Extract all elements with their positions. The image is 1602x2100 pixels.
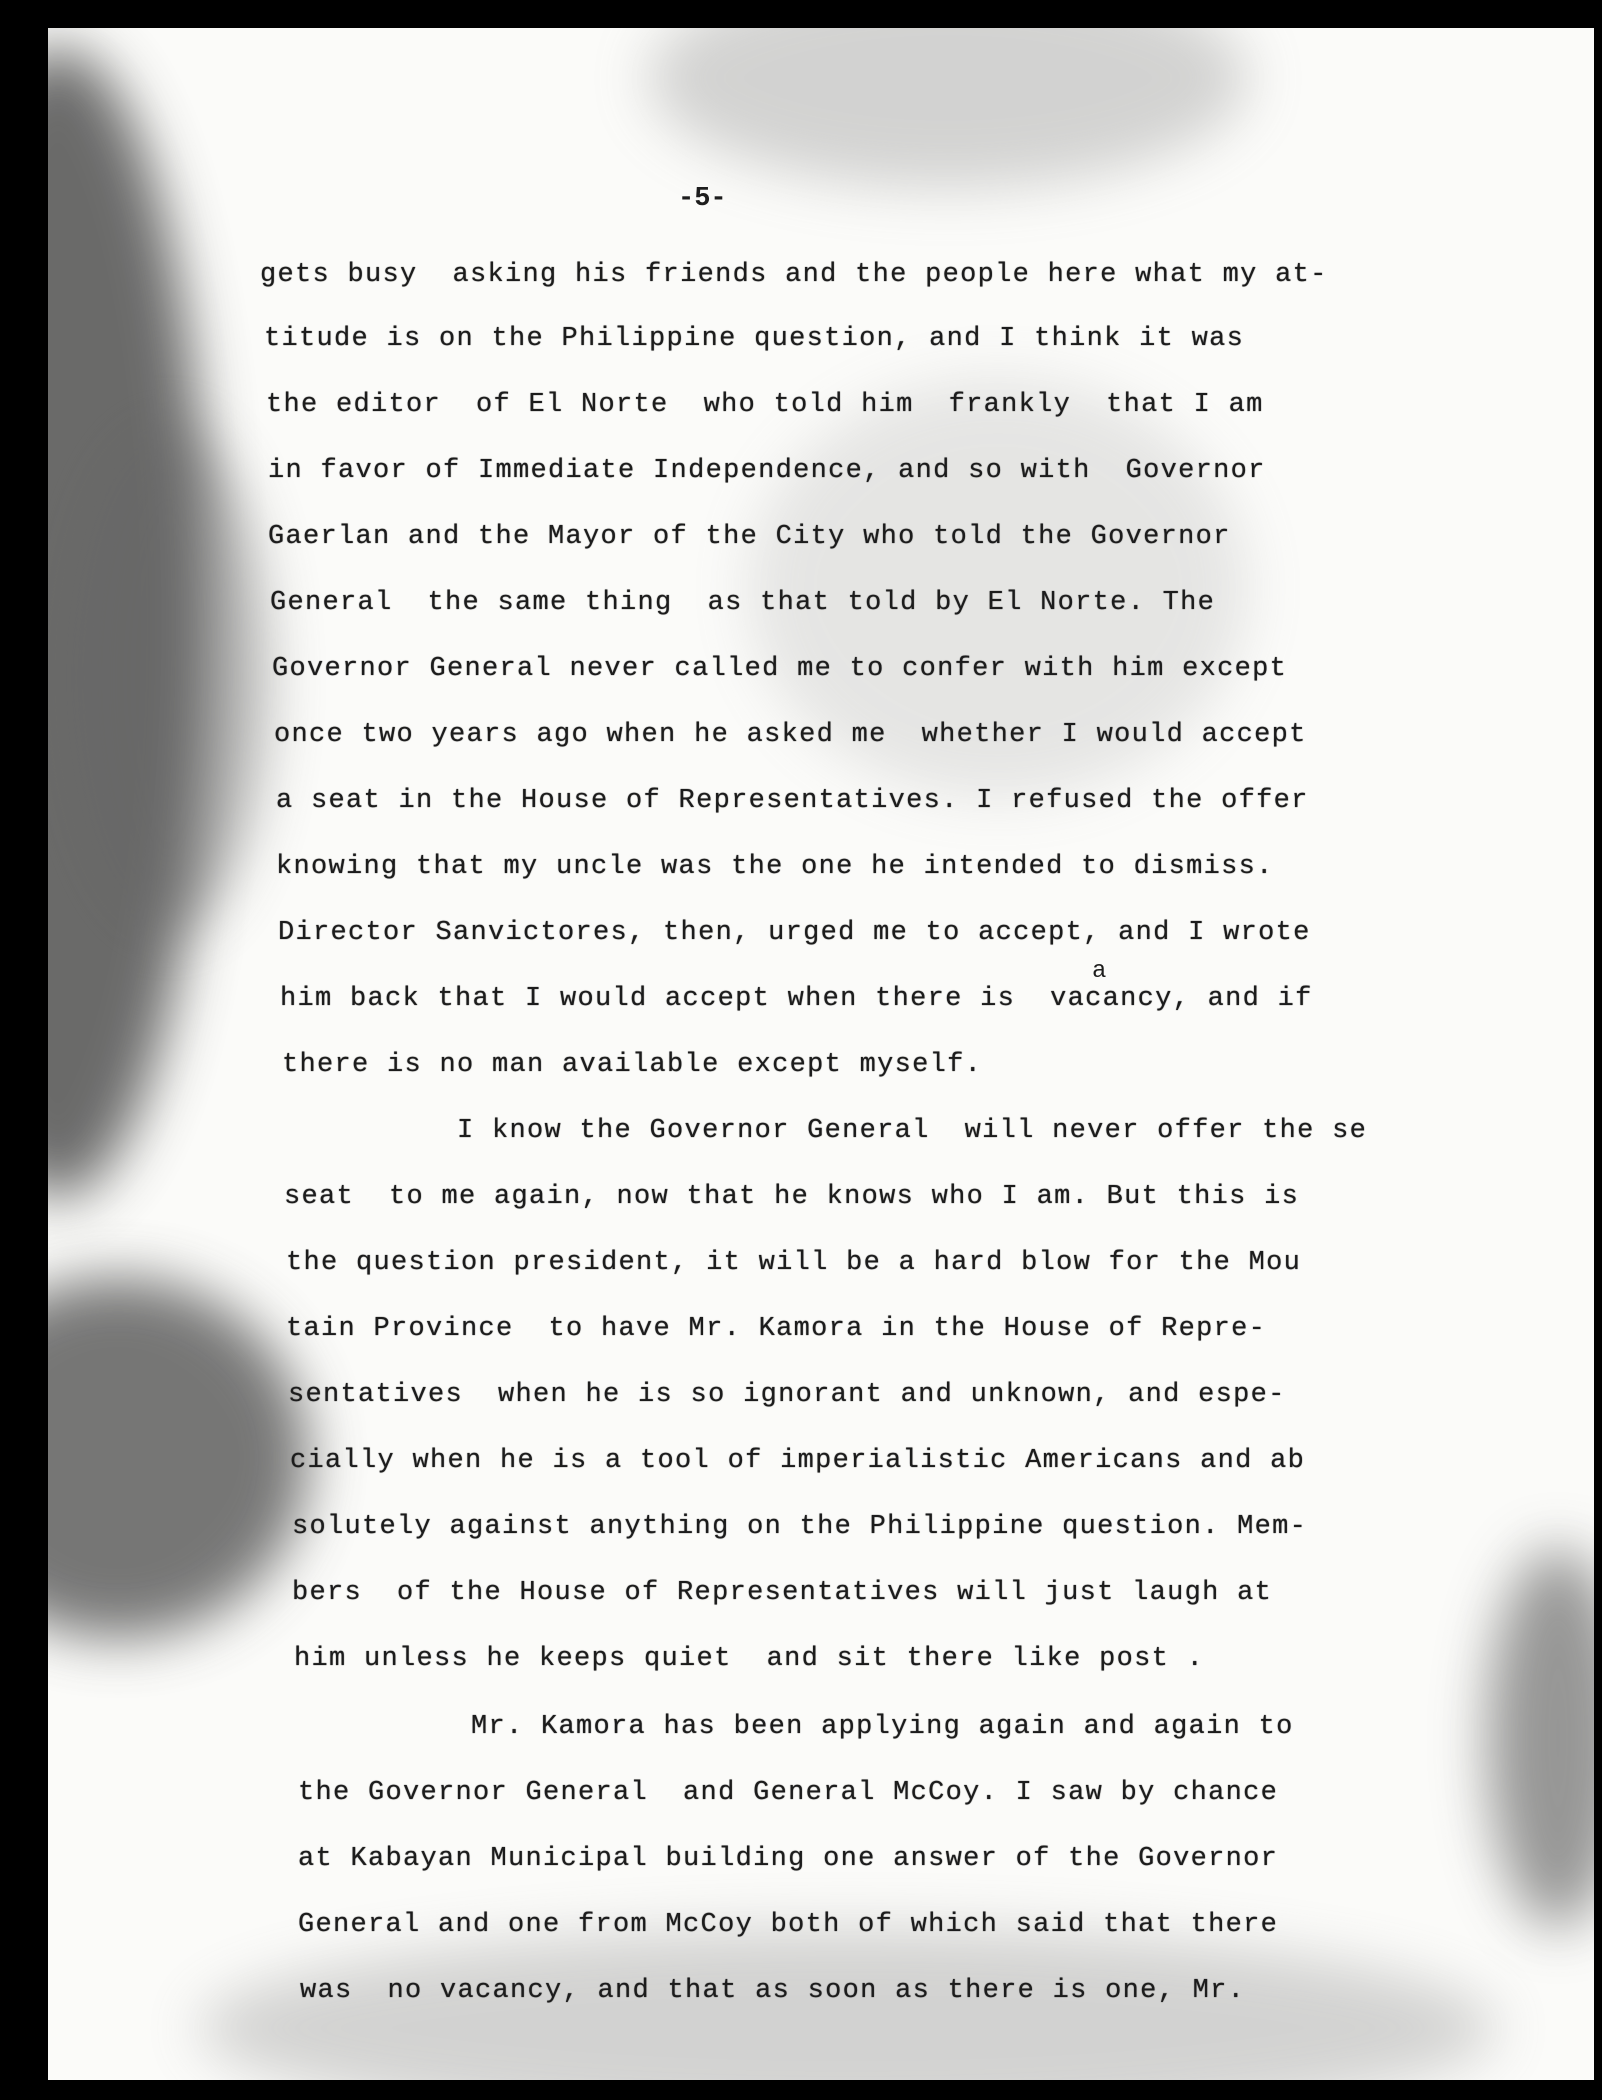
text-line: titude is on the Philippine question, and I think it was: [264, 324, 1245, 354]
text-line: gets busy asking his friends and the people here what my at-: [260, 260, 1328, 290]
stain: [648, 28, 1248, 188]
text-line: him back that I would accept when there is vacancy, and if: [280, 984, 1313, 1014]
text-line: the question president, it will be a hard blow for the Mou: [286, 1248, 1302, 1278]
text-line: there is no man available except myself.: [282, 1050, 983, 1080]
page-number: -5-: [678, 184, 727, 214]
stain: [1488, 1548, 1594, 1928]
text-line: once two years ago when he asked me whether I would accept: [274, 720, 1307, 750]
text-line: was no vacancy, and that as soon as there is one, Mr.: [300, 1976, 1246, 2006]
text-line: cially when he is a tool of imperialistic Americans and ab: [290, 1446, 1306, 1476]
text-line: General and one from McCoy both of which said that there: [298, 1910, 1279, 1940]
text-line: the Governor General and General McCoy. I saw by chance: [298, 1778, 1279, 1808]
document-page: [48, 28, 1594, 2080]
text-line: General the same thing as that told by El Norte. The: [270, 588, 1216, 618]
stain: [48, 1278, 308, 1638]
text-line: bers of the House of Representatives will just laugh at: [292, 1578, 1273, 1608]
text-line: at Kabayan Municipal building one answer of the Governor: [298, 1844, 1279, 1874]
text-line: tain Province to have Mr. Kamora in the House of Repre-: [286, 1314, 1267, 1344]
text-line: a seat in the House of Representatives. I refused the offer: [276, 786, 1309, 816]
text-line: Governor General never called me to confer with him except: [272, 654, 1288, 684]
text-line: I know the Governor General will never offer the se: [282, 1116, 1368, 1146]
text-line: knowing that my uncle was the one he intended to dismiss.: [276, 852, 1274, 882]
text-line: Director Sanvictores, then, urged me to accept, and I wrote: [278, 918, 1311, 948]
text-line: in favor of Immediate Independence, and so with Governor: [268, 456, 1266, 486]
text-line: him unless he keeps quiet and sit there like post .: [294, 1644, 1205, 1674]
text-line: the editor of El Norte who told him frankly that I am: [266, 390, 1264, 420]
stain: [68, 428, 268, 928]
inserted-word: a: [1092, 958, 1107, 985]
text-line: sentatives when he is so ignorant and unknown, and espe-: [288, 1380, 1286, 1410]
text-line: Mr. Kamora has been applying again and again to: [296, 1712, 1294, 1742]
text-line: seat to me again, now that he knows who I am. But this is: [284, 1182, 1300, 1212]
text-line: Gaerlan and the Mayor of the City who told the Governor: [268, 522, 1231, 552]
text-line: solutely against anything on the Philippine question. Mem-: [292, 1512, 1308, 1542]
